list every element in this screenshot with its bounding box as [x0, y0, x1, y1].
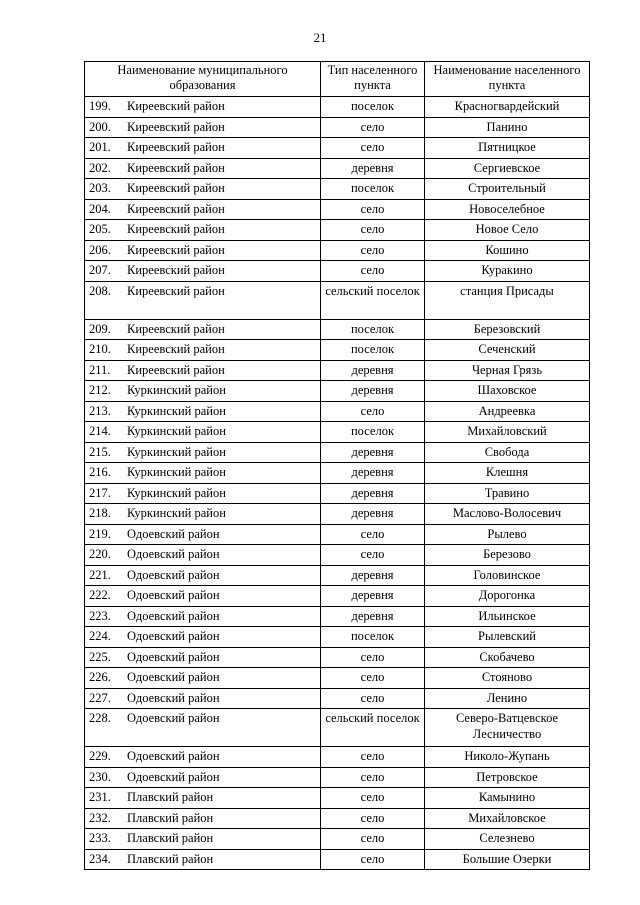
municipality-name: Одоевский район: [127, 649, 220, 664]
table-row: [85, 788, 590, 809]
municipality-name: Одоевский район: [127, 690, 220, 705]
row-number: 214.: [89, 424, 111, 438]
row-number: 233.: [89, 831, 111, 845]
table-row: [85, 220, 590, 241]
settlement-type-cell: поселок: [321, 422, 425, 443]
settlement-name-cell: Головинское: [425, 565, 590, 586]
settlement-name-cell: Скобачево: [425, 647, 590, 668]
table-row: [85, 442, 590, 463]
municipality-name: Плавский район: [127, 790, 214, 804]
settlement-name-cell: Ильинское: [425, 606, 590, 627]
municipality-name: Одоевский район: [127, 769, 220, 784]
row-number: 221.: [89, 567, 111, 582]
municipality-name: Киреевский район: [127, 119, 225, 134]
settlement-name-cell: Строительный: [425, 179, 590, 200]
settlement-type-cell: село: [321, 545, 425, 566]
settlement-name-cell: Маслово-Волосевич: [425, 504, 590, 525]
settlement-name-cell: Кошино: [425, 240, 590, 261]
settlement-type-cell: деревня: [321, 381, 425, 402]
settlement-type-cell: село: [321, 524, 425, 545]
settlement-name-cell: Сергиевское: [425, 158, 590, 179]
table-row: [85, 767, 590, 788]
settlement-type-cell: поселок: [321, 627, 425, 648]
settlement-type-cell: село: [321, 240, 425, 261]
settlement-type-cell: село: [321, 401, 425, 422]
settlement-type-cell: деревня: [321, 442, 425, 463]
row-number: 208.: [89, 283, 111, 298]
municipality-name: Куркинский район: [127, 506, 226, 520]
municipality-name: Куркинский район: [127, 485, 226, 500]
settlement-name-cell: Камынино: [425, 788, 590, 809]
municipality-cell: [85, 319, 321, 340]
row-number: 203.: [89, 181, 111, 195]
row-number: 200.: [89, 119, 111, 134]
settlement-type-cell: село: [321, 829, 425, 850]
settlement-name-cell: Николо-Жупань: [425, 747, 590, 768]
settlement-type-cell: деревня: [321, 565, 425, 586]
municipality-cell: [85, 483, 321, 504]
municipality-cell: [85, 340, 321, 361]
table-row: [85, 401, 590, 422]
municipality-cell: [85, 360, 321, 381]
settlement-type-cell: село: [321, 767, 425, 788]
settlement-type-cell: село: [321, 747, 425, 768]
row-number: 209.: [89, 321, 111, 336]
settlement-name-cell: Березовский: [425, 319, 590, 340]
header-settlement-name: Наименование населенного пункта: [425, 62, 590, 97]
table-row: [85, 647, 590, 668]
municipality-name: Киреевский район: [127, 99, 225, 113]
settlement-type-cell: деревня: [321, 606, 425, 627]
municipality-cell: [85, 158, 321, 179]
settlement-name-cell: Куракино: [425, 261, 590, 282]
settlement-type-cell: село: [321, 261, 425, 282]
municipality-name: Куркинский район: [127, 424, 226, 438]
municipality-name: Одоевский район: [127, 629, 220, 643]
table-body: [85, 97, 590, 870]
table-row: [85, 179, 590, 200]
row-number: 201.: [89, 140, 111, 154]
settlement-name-cell: Красногвардейский: [425, 97, 590, 118]
municipality-cell: [85, 240, 321, 261]
settlement-type-cell: село: [321, 647, 425, 668]
table-row: [85, 504, 590, 525]
municipality-name: Плавский район: [127, 810, 214, 825]
municipality-name: Киреевский район: [127, 242, 225, 257]
settlement-name-cell: Свобода: [425, 442, 590, 463]
table-row: [85, 606, 590, 627]
municipality-name: Одоевский район: [127, 547, 220, 561]
municipality-name: Киреевский район: [127, 342, 225, 356]
settlement-name-cell: Шаховское: [425, 381, 590, 402]
settlement-type-cell: деревня: [321, 463, 425, 484]
row-number: 210.: [89, 342, 111, 356]
settlement-name-cell: Березово: [425, 545, 590, 566]
settlement-name-cell: Петровское: [425, 767, 590, 788]
settlement-name-cell: Рылевский: [425, 627, 590, 648]
municipality-cell: [85, 606, 321, 627]
settlement-type-cell: село: [321, 117, 425, 138]
municipality-name: Киреевский район: [127, 181, 225, 195]
settlements-table: [84, 61, 590, 870]
municipality-name: Одоевский район: [127, 711, 220, 725]
row-number: 224.: [89, 629, 111, 643]
table-row: [85, 340, 590, 361]
municipality-name: Киреевский район: [127, 263, 225, 277]
municipality-name: Плавский район: [127, 831, 214, 845]
settlement-type-cell: село: [321, 849, 425, 870]
settlement-name-cell: Ленино: [425, 688, 590, 709]
settlement-name-cell: Новоселебное: [425, 199, 590, 220]
table-row: [85, 261, 590, 282]
settlement-type-cell: деревня: [321, 504, 425, 525]
settlement-type-cell: поселок: [321, 319, 425, 340]
page-number: 21: [313, 30, 327, 45]
settlement-name-cell: Андреевка: [425, 401, 590, 422]
municipality-name: Киреевский район: [127, 201, 225, 216]
row-number: 231.: [89, 790, 111, 804]
municipality-name: Киреевский район: [127, 222, 225, 236]
table-row: [85, 688, 590, 709]
row-number: 205.: [89, 222, 111, 236]
settlement-name-cell: Северо-Ватцевское Лесничество: [425, 709, 590, 747]
municipality-cell: [85, 179, 321, 200]
table-row: [85, 545, 590, 566]
settlement-type-cell: село: [321, 138, 425, 159]
row-number: 225.: [89, 649, 111, 664]
table-row: [85, 463, 590, 484]
settlement-name-cell: Новое Село: [425, 220, 590, 241]
settlement-name-cell: Клешня: [425, 463, 590, 484]
municipality-name: Одоевский район: [127, 588, 220, 602]
settlement-name-cell: Большие Озерки: [425, 849, 590, 870]
municipality-name: Киреевский район: [127, 283, 225, 298]
row-number: 228.: [89, 711, 111, 725]
settlement-type-cell: село: [321, 668, 425, 689]
municipality-name: Куркинский район: [127, 383, 226, 397]
table-row: [85, 627, 590, 648]
municipality-name: Киреевский район: [127, 362, 225, 377]
settlement-type-cell: село: [321, 199, 425, 220]
table-row: [85, 199, 590, 220]
municipality-cell: [85, 709, 321, 747]
row-number: 217.: [89, 485, 111, 500]
row-number: 206.: [89, 242, 111, 257]
municipality-name: Плавский район: [127, 851, 214, 866]
municipality-cell: [85, 422, 321, 443]
settlement-name-cell: Травино: [425, 483, 590, 504]
settlement-name-cell: станция Присады: [425, 281, 590, 319]
table-header-row: [85, 62, 590, 97]
municipality-cell: [85, 504, 321, 525]
row-number: 215.: [89, 444, 111, 459]
municipality-name: Киреевский район: [127, 160, 225, 175]
row-number: 211.: [89, 362, 111, 377]
row-number: 199.: [89, 99, 111, 113]
row-number: 212.: [89, 383, 111, 397]
municipality-cell: [85, 117, 321, 138]
table-row: [85, 709, 590, 747]
row-number: 220.: [89, 547, 111, 561]
table-row: [85, 138, 590, 159]
table-row: [85, 586, 590, 607]
row-number: 226.: [89, 670, 111, 684]
settlement-type-cell: село: [321, 220, 425, 241]
municipality-cell: [85, 767, 321, 788]
table-row: [85, 747, 590, 768]
settlement-type-cell: поселок: [321, 340, 425, 361]
municipality-cell: [85, 281, 321, 319]
settlement-name-cell: Рылево: [425, 524, 590, 545]
municipality-cell: [85, 261, 321, 282]
settlement-type-cell: деревня: [321, 483, 425, 504]
municipality-name: Одоевский район: [127, 670, 220, 684]
settlement-name-cell: Пятницкое: [425, 138, 590, 159]
municipality-cell: [85, 463, 321, 484]
settlement-name-cell: Панино: [425, 117, 590, 138]
settlement-type-cell: деревня: [321, 360, 425, 381]
municipality-cell: [85, 586, 321, 607]
settlement-type-cell: сельский поселок: [321, 281, 425, 319]
municipality-cell: [85, 747, 321, 768]
municipality-cell: [85, 199, 321, 220]
municipality-cell: [85, 442, 321, 463]
municipality-name: Куркинский район: [127, 403, 226, 418]
table-row: [85, 668, 590, 689]
municipality-cell: [85, 401, 321, 422]
table-row: [85, 524, 590, 545]
table-row: [85, 808, 590, 829]
row-number: 222.: [89, 588, 111, 602]
table-row: [85, 240, 590, 261]
header-settlement-type: Тип населенного пункта: [321, 62, 425, 97]
settlement-type-cell: деревня: [321, 158, 425, 179]
table-row: [85, 829, 590, 850]
municipality-cell: [85, 524, 321, 545]
table-row: [85, 381, 590, 402]
municipality-cell: [85, 545, 321, 566]
municipality-cell: [85, 849, 321, 870]
row-number: 213.: [89, 403, 111, 418]
row-number: 230.: [89, 769, 111, 784]
settlement-type-cell: поселок: [321, 179, 425, 200]
municipality-cell: [85, 220, 321, 241]
municipality-name: Одоевский район: [127, 608, 220, 623]
row-number: 216.: [89, 465, 111, 479]
row-number: 202.: [89, 160, 111, 175]
municipality-name: Куркинский район: [127, 444, 226, 459]
header-municipality: Наименование муниципального образования: [85, 62, 321, 97]
settlement-type-cell: село: [321, 688, 425, 709]
settlement-type-cell: деревня: [321, 586, 425, 607]
municipality-name: Киреевский район: [127, 321, 225, 336]
settlement-name-cell: Дорогонка: [425, 586, 590, 607]
table-row: [85, 319, 590, 340]
row-number: 219.: [89, 526, 111, 541]
municipality-name: Одоевский район: [127, 567, 220, 582]
settlement-name-cell: Михайловский: [425, 422, 590, 443]
settlement-name-cell: Сеченский: [425, 340, 590, 361]
settlement-type-cell: село: [321, 788, 425, 809]
row-number: 234.: [89, 851, 111, 866]
table-row: [85, 483, 590, 504]
municipality-cell: [85, 381, 321, 402]
table-row: [85, 117, 590, 138]
municipality-cell: [85, 829, 321, 850]
municipality-cell: [85, 647, 321, 668]
table-row: [85, 158, 590, 179]
municipality-cell: [85, 97, 321, 118]
municipality-name: Одоевский район: [127, 526, 220, 541]
row-number: 223.: [89, 608, 111, 623]
row-number: 218.: [89, 506, 111, 520]
municipality-name: Киреевский район: [127, 140, 225, 154]
municipality-cell: [85, 668, 321, 689]
municipality-cell: [85, 627, 321, 648]
table-row: [85, 422, 590, 443]
row-number: 229.: [89, 749, 111, 763]
municipality-cell: [85, 788, 321, 809]
table-row: [85, 281, 590, 319]
row-number: 227.: [89, 690, 111, 705]
table-row: [85, 565, 590, 586]
municipality-cell: [85, 808, 321, 829]
municipality-cell: [85, 688, 321, 709]
settlement-type-cell: поселок: [321, 97, 425, 118]
row-number: 204.: [89, 201, 111, 216]
settlement-type-cell: сельский поселок: [321, 709, 425, 747]
settlement-name-cell: Черная Грязь: [425, 360, 590, 381]
settlement-name-cell: Стояново: [425, 668, 590, 689]
municipality-name: Куркинский район: [127, 465, 226, 479]
settlement-type-cell: село: [321, 808, 425, 829]
row-number: 232.: [89, 810, 111, 825]
settlement-name-cell: Михайловское: [425, 808, 590, 829]
municipality-cell: [85, 138, 321, 159]
table-row: [85, 360, 590, 381]
settlement-name-cell: Селезнево: [425, 829, 590, 850]
municipality-name: Одоевский район: [127, 749, 220, 763]
row-number: 207.: [89, 263, 111, 277]
table-row: [85, 97, 590, 118]
municipality-cell: [85, 565, 321, 586]
table-row: [85, 849, 590, 870]
